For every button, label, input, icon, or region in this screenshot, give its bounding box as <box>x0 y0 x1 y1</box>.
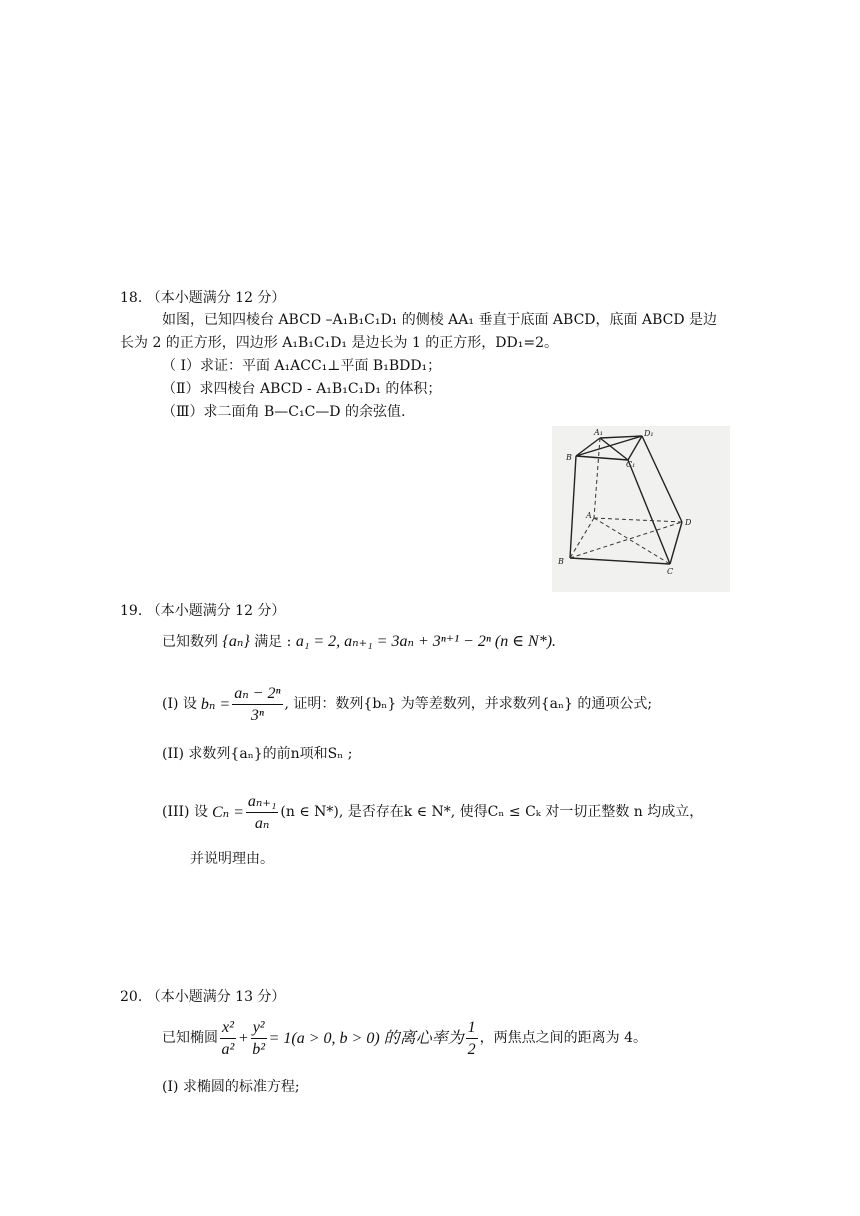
q20-stem-mid: = 1(a > 0, b > 0) 的离心率为 <box>268 1030 464 1048</box>
q19-p1-text: , 证明：数列{bₙ} 为等差数列，并求数列{aₙ} 的通项公式; <box>284 696 653 713</box>
q20-y-fraction <box>251 1018 267 1059</box>
q19-p3-fraction <box>246 792 279 833</box>
label-a: A <box>586 511 592 520</box>
q20-e-den: 2 <box>467 1041 476 1059</box>
label-b: B <box>558 557 564 566</box>
q20-stem-end: ，两焦点之间的距离为 4。 <box>479 1030 648 1047</box>
q18-stem-line1: 如图，已知四棱台 ABCD –A₁B₁C₁D₁ 的侧棱 AA₁ 垂直于底面 ABCD，底面 ABCD 是边 <box>162 312 718 328</box>
q18-part2: （Ⅱ）求四棱台 ABCD - A₁B₁C₁D₁ 的体积； <box>162 381 442 397</box>
q18-part3: （Ⅲ）求二面角 B—C₁C—D 的余弦值. <box>162 404 406 420</box>
q19-part1 <box>162 684 652 725</box>
q19-p3-text: (n ∈ N*), 是否存在k ∈ N*, 使得Cₙ ≤ Cₖ 对一切正整数 n 均成立， <box>280 804 704 821</box>
q20-stem-prefix: 已知椭圆 <box>162 1030 218 1047</box>
q19-stem-mid: 满足 : <box>254 634 292 650</box>
label-d1: D₁ <box>644 429 654 438</box>
q20-part1: (I) 求椭圆的标准方程; <box>162 1079 300 1095</box>
q19-p3-den: aₙ <box>254 815 270 833</box>
label-c1: C₁ <box>626 460 636 469</box>
label-a1: A₁ <box>594 428 603 437</box>
label-c: C <box>667 567 674 576</box>
q19-p1-lhs: bₙ = <box>200 696 231 714</box>
q20-header: 20. （本小题满分 13 分） <box>120 989 286 1005</box>
q19-p1-den: 3ⁿ <box>250 707 264 725</box>
q19-p3-lhs: Cₙ = <box>211 804 244 822</box>
q20-x-fraction <box>220 1018 236 1059</box>
q20-e-fraction <box>466 1018 478 1059</box>
q20-y-num: y² <box>251 1018 267 1039</box>
q19-p1-prefix: (I) 设 <box>162 696 197 713</box>
q19-stem <box>162 632 556 651</box>
q19-p3-num: aₙ₊₁ <box>246 792 279 813</box>
frustum-diagram <box>552 426 730 592</box>
q18-stem-line2: 长为 2 的正方形，四边形 A₁B₁C₁D₁ 是边长为 1 的正方形，DD₁=2。 <box>120 335 558 351</box>
q19-part3-cont: 并说明理由。 <box>190 851 274 867</box>
q19-header: 19. （本小题满分 12 分） <box>120 603 286 619</box>
q18-header: 18. （本小题满分 12 分） <box>120 290 286 306</box>
label-d: D <box>685 518 692 527</box>
q19-recurrence: a₁ = 2, aₙ₊₁ = 3aₙ + 3ⁿ⁺¹ − 2ⁿ (n ∈ N*). <box>295 633 557 650</box>
q20-y-den: b² <box>252 1041 266 1059</box>
q20-stem <box>162 1018 647 1059</box>
label-b1: B <box>566 453 572 462</box>
q20-e-num: 1 <box>466 1018 478 1039</box>
q19-part2: (II) 求数列{aₙ}的前n项和Sₙ ; <box>162 746 353 762</box>
q18-part1: （ I）求证：平面 A₁ACC₁⊥平面 B₁BDD₁； <box>162 358 442 374</box>
q20-x-num: x² <box>220 1018 236 1039</box>
frustum-figure <box>552 426 730 592</box>
q19-part3 <box>162 792 703 833</box>
q19-p1-num: aₙ − 2ⁿ <box>232 684 282 705</box>
q20-plus: + <box>237 1030 249 1048</box>
q19-stem-seq: {aₙ} <box>222 633 250 650</box>
q19-p1-fraction <box>232 684 282 725</box>
q19-p3-prefix: (III) 设 <box>162 804 208 821</box>
q19-stem-text: 已知数列 <box>162 634 218 650</box>
q20-x-den: a² <box>221 1041 235 1059</box>
